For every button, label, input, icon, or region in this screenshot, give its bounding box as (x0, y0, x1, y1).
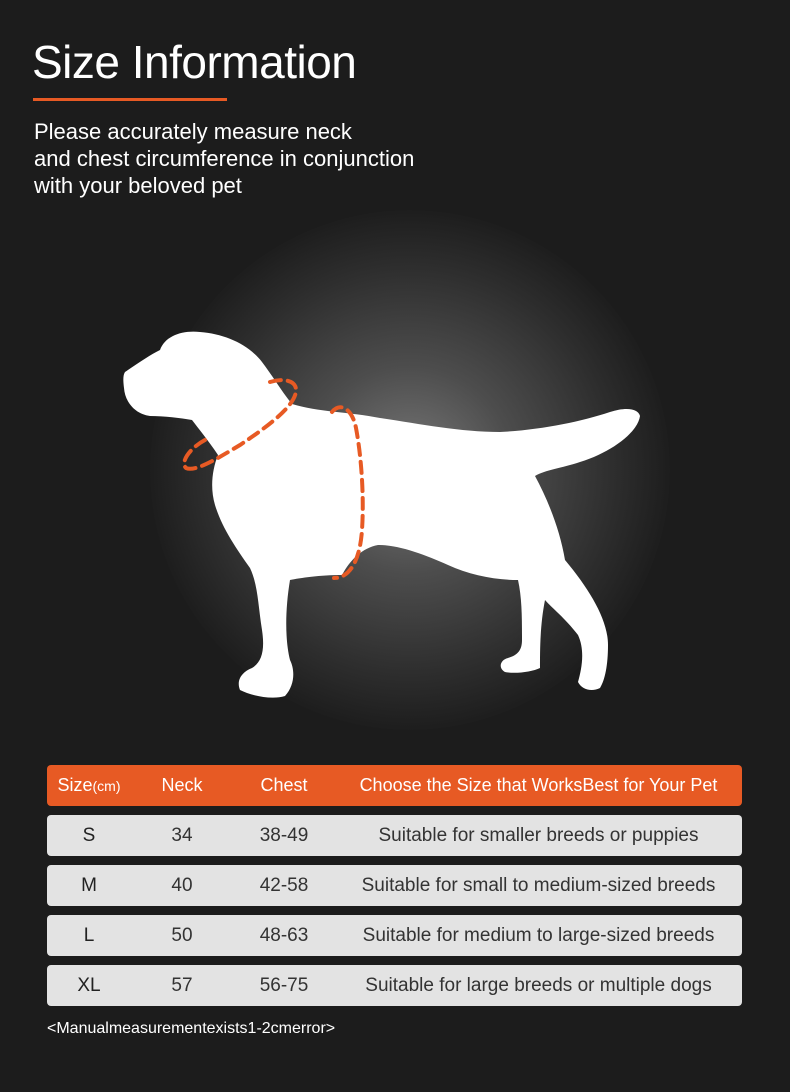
row-size: XL (77, 974, 101, 996)
row-neck: 57 (171, 974, 193, 996)
subtitle-line: with your beloved pet (34, 173, 242, 198)
row-desc: Suitable for smaller breeds or puppies (378, 824, 699, 846)
row-chest: 48-63 (259, 924, 309, 946)
table-header-row (47, 765, 742, 806)
subtitle-line: Please accurately measure neck (34, 119, 352, 144)
row-chest: 38-49 (259, 824, 309, 846)
row-desc: Suitable for medium to large-sized breeds (362, 924, 715, 946)
table-row (47, 865, 742, 906)
row-desc: Suitable for small to medium-sized breeds (361, 874, 716, 896)
table-row (47, 915, 742, 956)
row-size: L (83, 924, 95, 946)
page-title: Size Information (32, 36, 357, 88)
header-size: Size(cm) (57, 775, 121, 795)
row-size: M (81, 874, 97, 896)
row-neck: 50 (171, 924, 193, 946)
row-neck: 34 (171, 824, 193, 846)
table-row (47, 815, 742, 856)
table-row (47, 965, 742, 1006)
measurement-note: <Manualmeasurementexists1-2cmerror> (47, 1020, 336, 1037)
header-chest: Chest (260, 775, 308, 795)
row-neck: 40 (171, 874, 193, 896)
subtitle-line: and chest circumference in conjunction (34, 146, 415, 171)
dog-silhouette-icon (123, 332, 640, 698)
row-desc: Suitable for large breeds or multiple dogs (365, 974, 712, 996)
row-chest: 42-58 (259, 874, 309, 896)
header-neck: Neck (161, 775, 203, 795)
header-recommendation: Choose the Size that WorksBest for Your Pet (359, 775, 718, 795)
row-size: S (82, 824, 96, 846)
size-table (47, 765, 742, 1015)
row-chest: 56-75 (259, 974, 309, 996)
